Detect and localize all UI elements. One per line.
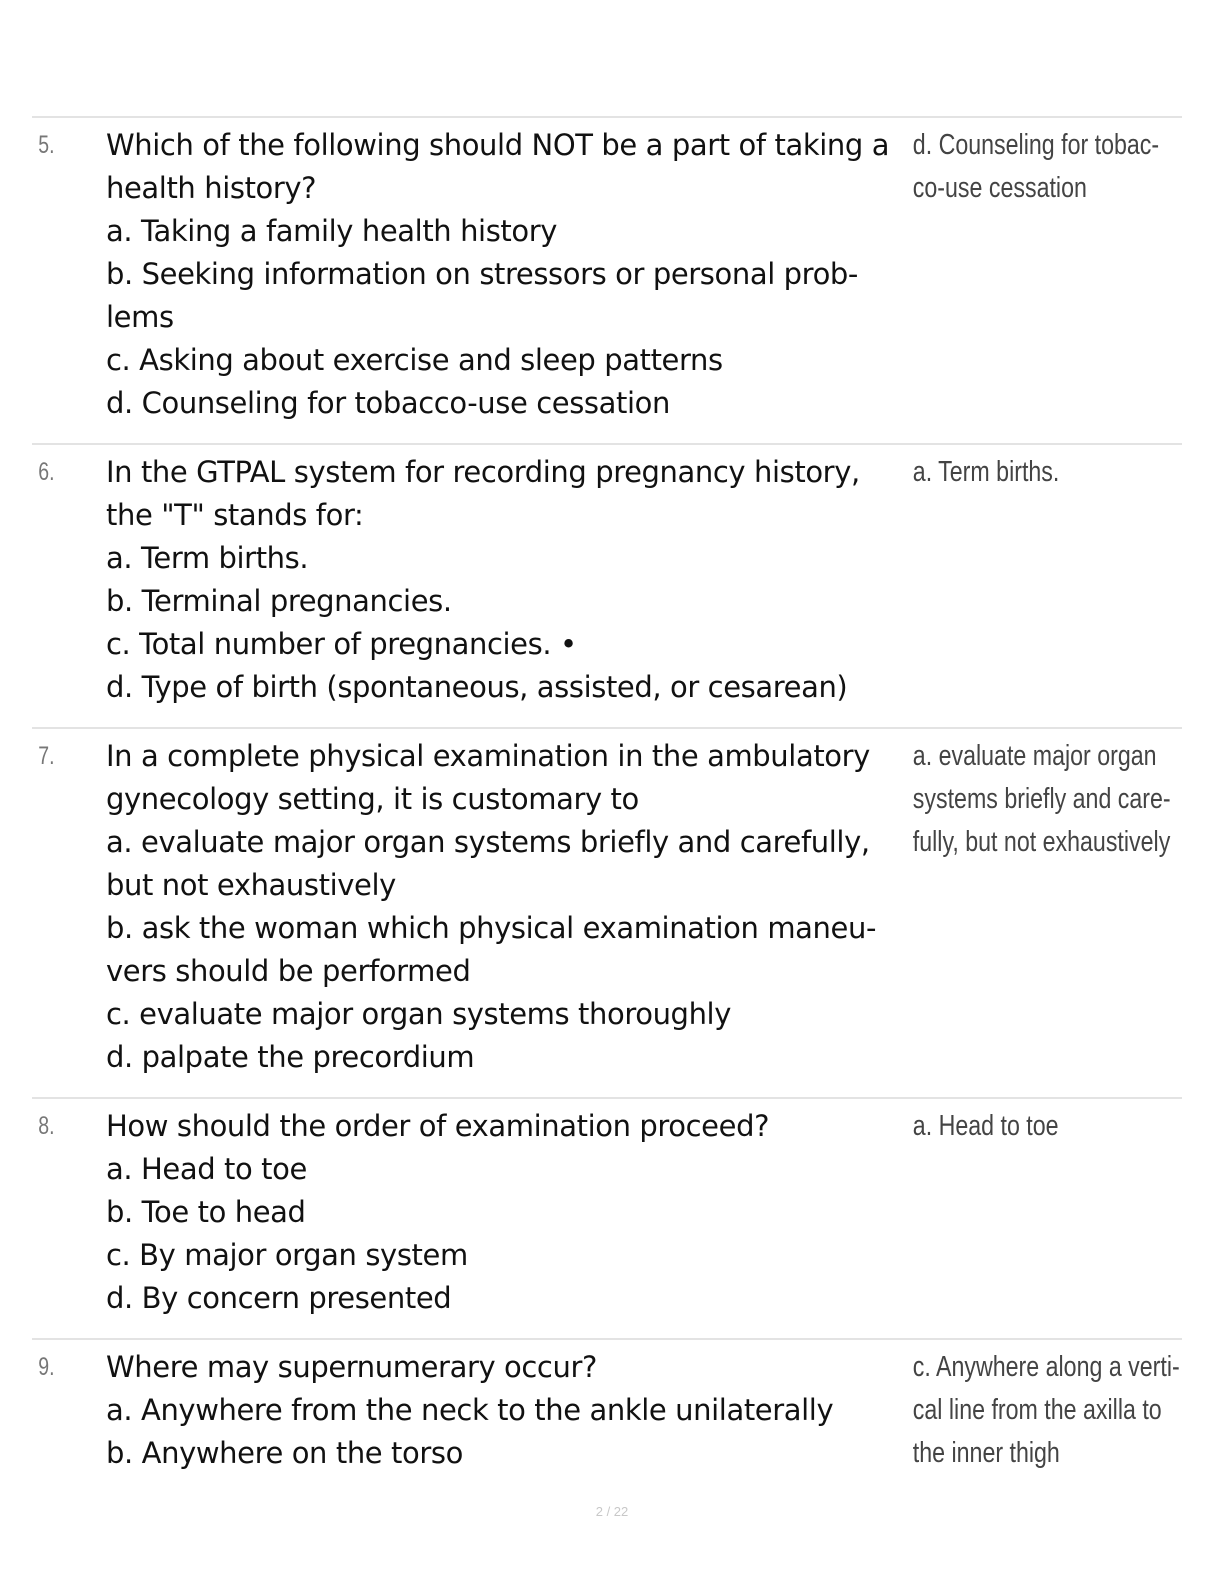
answer-line: a. evaluate major organ	[912, 740, 1157, 772]
option-d: d. Counseling for tobacco-use cessation	[106, 386, 670, 420]
option-c: c. Total number of pregnancies. •	[106, 627, 577, 661]
answer-line: systems briefly and care-	[912, 783, 1171, 815]
question-stem: Which of the following should NOT be a part of taking a health history?	[106, 128, 890, 205]
answer-line: the inner thigh	[912, 1437, 1060, 1469]
question-body	[106, 735, 908, 1079]
question-stem: In the GTPAL system for recording pregnancy history, the "T" stands for:	[106, 455, 860, 532]
option-c: c. By major organ system	[106, 1238, 468, 1272]
question-stem: In a complete physical examination in the ambulatory gynecology setting, it is customary to	[106, 739, 870, 816]
answer	[908, 1346, 1180, 1475]
answer-line: co-use cessation	[912, 172, 1087, 204]
question-body	[106, 451, 908, 709]
question-number: 7.	[38, 742, 55, 770]
page-number: 2 / 22	[595, 1504, 629, 1519]
question-card	[32, 443, 1182, 727]
question-body	[106, 1346, 908, 1475]
answer	[908, 451, 1132, 709]
question-number: 9.	[38, 1353, 55, 1381]
option-a: a. Term births.	[106, 541, 309, 575]
option-a: a. evaluate major organ systems briefly and carefully, but not exhaustively	[106, 825, 870, 902]
option-b: b. Toe to head	[106, 1195, 306, 1229]
option-a: a. Head to toe	[106, 1152, 307, 1186]
option-d: d. Type of birth (spontaneous, assisted, or cesarean)	[106, 670, 848, 704]
question-body	[106, 124, 908, 425]
flashcard-list	[32, 116, 1182, 1493]
question-number: 6.	[38, 458, 55, 486]
answer	[908, 1105, 1132, 1320]
answer	[908, 124, 1160, 425]
answer-line: fully, but not exhaustively	[912, 826, 1171, 858]
answer-line: a. Head to toe	[912, 1110, 1059, 1142]
option-a: a. Taking a family health history	[106, 214, 558, 248]
question-body	[106, 1105, 908, 1320]
question-card	[32, 1097, 1182, 1338]
option-d: d. palpate the precordium	[106, 1040, 475, 1074]
answer-line: cal line from the axilla to	[912, 1394, 1162, 1426]
option-b: b. ask the woman which physical examination maneu- vers should be performed	[106, 911, 877, 988]
question-number: 8.	[38, 1112, 55, 1140]
option-c: c. evaluate major organ systems thoroughly	[106, 997, 731, 1031]
question-stem: Where may supernumerary occur?	[106, 1350, 597, 1384]
question-stem: How should the order of examination proceed?	[106, 1109, 770, 1143]
option-c: c. Asking about exercise and sleep patterns	[106, 343, 723, 377]
question-card	[32, 1338, 1182, 1493]
question-number: 5.	[38, 131, 55, 159]
question-card	[32, 116, 1182, 443]
answer-line: a. Term births.	[912, 456, 1060, 488]
question-card	[32, 727, 1182, 1097]
option-b: b. Anywhere on the torso	[106, 1436, 463, 1470]
answer	[908, 735, 1171, 1079]
option-a: a. Anywhere from the neck to the ankle unilaterally	[106, 1393, 834, 1427]
option-d: d. By concern presented	[106, 1281, 452, 1315]
option-b: b. Seeking information on stressors or personal prob- lems	[106, 257, 858, 334]
answer-line: c. Anywhere along a verti-	[912, 1351, 1180, 1383]
answer-line: d. Counseling for tobac-	[912, 129, 1160, 161]
option-b: b. Terminal pregnancies.	[106, 584, 452, 618]
